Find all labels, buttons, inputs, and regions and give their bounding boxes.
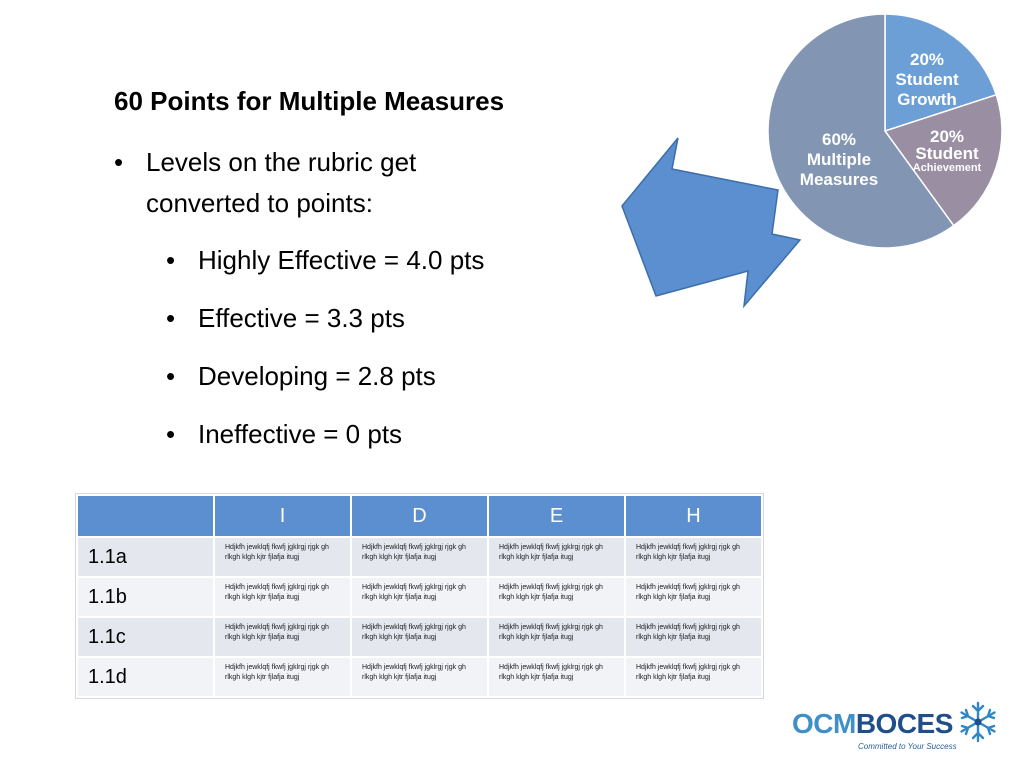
slice-line2: Measures xyxy=(799,170,879,189)
table-cell: Hdjkfh jewklqfj fkwfj jgklrgj rjgk gh rlkgh klgh kjtr fjlafja itugj xyxy=(351,657,488,697)
slice-label-multiple xyxy=(784,130,894,190)
logo-wordmark xyxy=(792,708,953,740)
rubric-table xyxy=(76,494,763,698)
logo-tagline: Committed to Your Success xyxy=(858,742,957,751)
slide-title: 60 Points for Multiple Measures xyxy=(114,86,505,116)
logo-boces: BOCES xyxy=(855,708,953,739)
table-cell: Hdjkfh jewklqfj fkwfj jgklrgj rjgk gh rlkgh klgh kjtr fjlafja itugj xyxy=(625,577,762,617)
slice-line1: Student xyxy=(915,144,979,163)
sub-bullet-text: Effective = 3.3 pts xyxy=(198,303,405,333)
slice-line2: Achievement xyxy=(912,162,982,174)
row-label: 1.1c xyxy=(77,617,214,657)
table-cell: Hdjkfh jewklqfj fkwfj jgklrgj rjgk gh rlkgh klgh kjtr fjlafja itugj xyxy=(488,657,625,697)
table-cell: Hdjkfh jewklqfj fkwfj jgklrgj rjgk gh rlkgh klgh kjtr fjlafja itugj xyxy=(214,617,351,657)
table-cell: Hdjkfh jewklqfj fkwfj jgklrgj rjgk gh rlkgh klgh kjtr fjlafja itugj xyxy=(625,537,762,577)
row-label: 1.1b xyxy=(77,577,214,617)
slice-percent: 20% xyxy=(929,127,965,146)
column-header: D xyxy=(351,495,488,537)
sub-bullet-text: Developing = 2.8 pts xyxy=(198,361,436,391)
logo-ocm: OCM xyxy=(792,708,856,739)
table-cell: Hdjkfh jewklqfj fkwfj jgklrgj rjgk gh rlkgh klgh kjtr fjlafja itugj xyxy=(351,617,488,657)
main-bullet-line2: converted to points: xyxy=(146,188,373,218)
table-cell: Hdjkfh jewklqfj fkwfj jgklrgj rjgk gh rlkgh klgh kjtr fjlafja itugj xyxy=(488,617,625,657)
slice-percent: 20% xyxy=(909,50,945,69)
table-cell: Hdjkfh jewklqfj fkwfj jgklrgj rjgk gh rlkgh klgh kjtr fjlafja itugj xyxy=(351,577,488,617)
row-label: 1.1a xyxy=(77,537,214,577)
table-row xyxy=(77,617,762,657)
slice-percent: 60% xyxy=(821,130,857,149)
bullet-dot: • xyxy=(166,361,176,391)
table-cell: Hdjkfh jewklqfj fkwfj jgklrgj rjgk gh rlkgh klgh kjtr fjlafja itugj xyxy=(625,657,762,697)
column-header: I xyxy=(214,495,351,537)
table-header-row xyxy=(77,495,762,537)
column-header: E xyxy=(488,495,625,537)
slice-line2: Growth xyxy=(897,90,957,109)
table-cell: Hdjkfh jewklqfj fkwfj jgklrgj rjgk gh rlkgh klgh kjtr fjlafja itugj xyxy=(214,577,351,617)
table-row xyxy=(77,537,762,577)
slice-label-achievement xyxy=(902,128,992,175)
table-cell: Hdjkfh jewklqfj fkwfj jgklrgj rjgk gh rlkgh klgh kjtr fjlafja itugj xyxy=(488,577,625,617)
column-header xyxy=(77,495,214,537)
table-cell: Hdjkfh jewklqfj fkwfj jgklrgj rjgk gh rlkgh klgh kjtr fjlafja itugj xyxy=(214,657,351,697)
table-cell: Hdjkfh jewklqfj fkwfj jgklrgj rjgk gh rlkgh klgh kjtr fjlafja itugj xyxy=(625,617,762,657)
table-cell: Hdjkfh jewklqfj fkwfj jgklrgj rjgk gh rlkgh klgh kjtr fjlafja itugj xyxy=(488,537,625,577)
table-row xyxy=(77,577,762,617)
slice-line1: Multiple xyxy=(806,150,872,169)
column-header: H xyxy=(625,495,762,537)
table-row xyxy=(77,657,762,697)
bullet-dot: • xyxy=(166,245,176,275)
slice-label-growth xyxy=(882,50,972,110)
ocmboces-logo xyxy=(792,700,1007,760)
slice-line1: Student xyxy=(895,70,959,89)
table-cell: Hdjkfh jewklqfj fkwfj jgklrgj rjgk gh rlkgh klgh kjtr fjlafja itugj xyxy=(214,537,351,577)
bullet-dot: • xyxy=(166,419,176,449)
main-bullet-line1: Levels on the rubric get xyxy=(146,147,417,177)
pie-graphic xyxy=(620,14,1010,314)
snowflake-icon xyxy=(956,700,1000,744)
sub-bullet-text: Highly Effective = 4.0 pts xyxy=(198,245,485,275)
bullet-dot: • xyxy=(114,147,124,177)
sub-bullet-text: Ineffective = 0 pts xyxy=(198,419,403,449)
bullet-dot: • xyxy=(166,303,176,333)
table-cell: Hdjkfh jewklqfj fkwfj jgklrgj rjgk gh rlkgh klgh kjtr fjlafja itugj xyxy=(351,537,488,577)
row-label: 1.1d xyxy=(77,657,214,697)
